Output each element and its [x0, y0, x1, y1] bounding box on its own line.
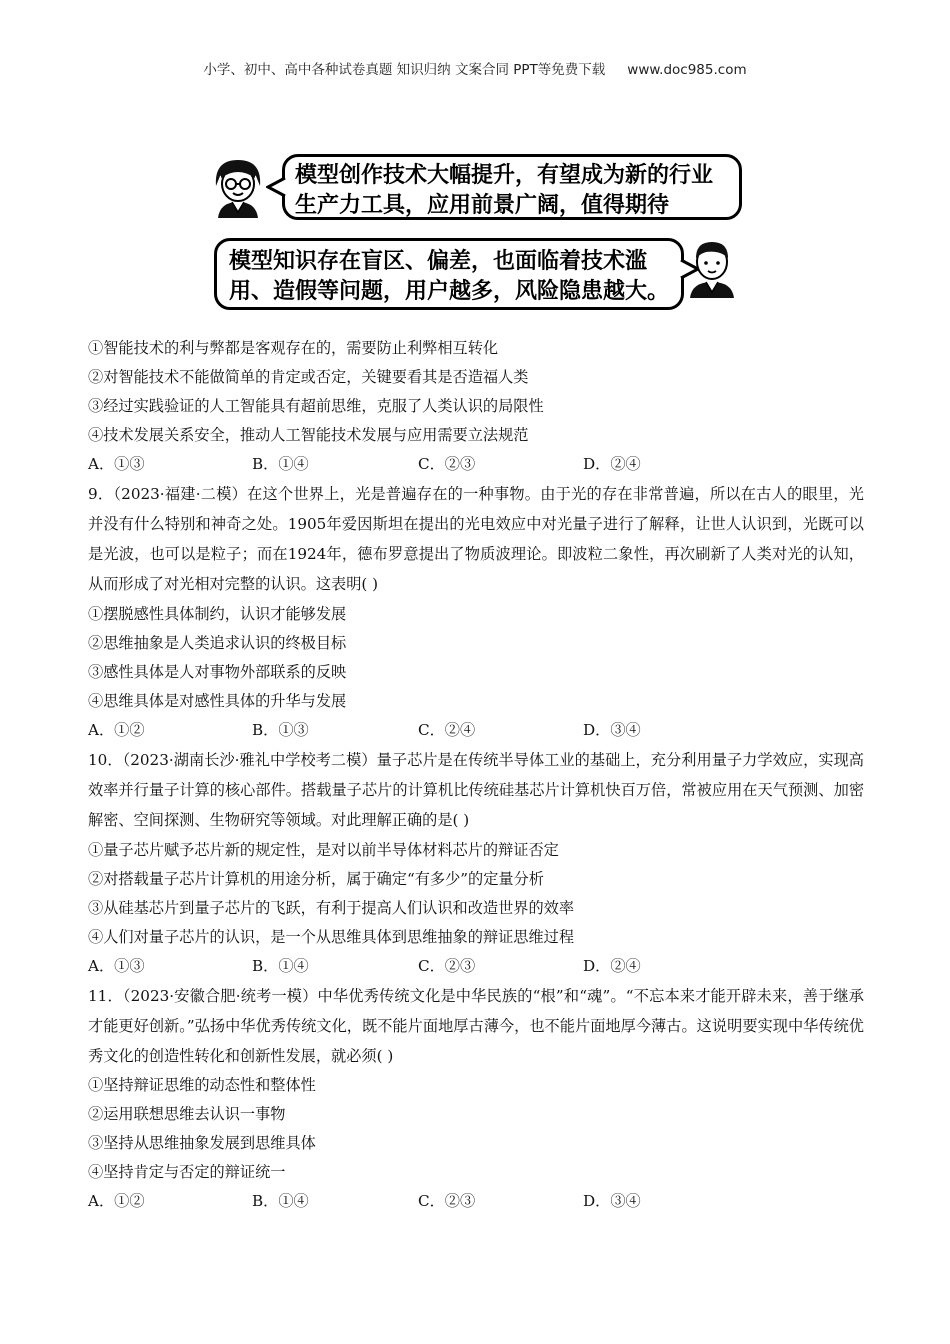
q10-item-2: ②对搭载量子芯片计算机的用途分析，属于确定“有多少”的定量分析	[88, 870, 544, 888]
q11-item-4: ④坚持肯定与否定的辩证统一	[88, 1163, 286, 1181]
q8-item-3: ③经过实践验证的人工智能具有超前思维，克服了人类认识的局限性	[88, 397, 544, 415]
q11-stem: 11．（2023·安徽合肥·统考一模）中华优秀传统文化是中华民族的“根”和“魂”。“不忘本来才能开辟未来，善于继承才能更好创新。”弘扬中华优秀传统文化，既不能片面地厚古薄今，也不能片面地厚今薄古。这说明要实现中华传统优秀文化的创造性转化和创新性发展，就必须( )	[88, 987, 864, 1065]
q9-stem: 9．（2023·福建·二模）在这个世界上，光是普遍存在的一种事物。由于光的存在非常普遍，所以在古人的眼里，光并没有什么特别和神奇之处。1905年爱因斯坦在提出的光电效应中对光量子进行了解释，让世人认识到，光既可以是光波，也可以是粒子；而在1924年，德布罗意提出了物质波理论。即波粒二象性，再次刷新了人类对光的认知，从而形成了对光相对完整的认识。这表明( )	[88, 485, 864, 593]
q11-option-d: D．③④	[583, 1192, 641, 1210]
q8-option-c: C．②③	[418, 455, 476, 473]
q9-option-c: C．②④	[418, 721, 476, 739]
q8-item-4: ④技术发展关系安全，推动人工智能技术发展与应用需要立法规范	[88, 426, 529, 444]
header-site-link[interactable]: www.doc985.com	[627, 62, 747, 78]
header-text: 小学、初中、高中各种试卷真题 知识归纳 文案合同 PPT等免费下载	[203, 62, 606, 78]
q8-item-2: ②对智能技术不能做简单的肯定或否定，关键要看其是否造福人类	[88, 368, 529, 386]
q9-item-1: ①摆脱感性具体制约，认识才能够发展	[88, 605, 347, 623]
q10-item-3: ③从硅基芯片到量子芯片的飞跃，有利于提高人们认识和改造世界的效率	[88, 899, 574, 917]
q9-item-4: ④思维具体是对感性具体的升华与发展	[88, 692, 347, 710]
speech-bubble-1-tail	[266, 176, 286, 198]
speech-bubble-2	[214, 238, 684, 310]
q11-item-1: ①坚持辩证思维的动态性和整体性	[88, 1076, 316, 1094]
q11-option-c: C．②③	[418, 1192, 476, 1210]
man-avatar-icon	[684, 236, 740, 298]
speech-2-text: 模型知识存在盲区、偏差，也面临着技术滥用、造假等问题，用户越多，风险隐患越大。	[229, 249, 670, 304]
q10-option-b: B．①④	[252, 957, 309, 975]
q9-option-a: A．①②	[88, 721, 145, 739]
q8-option-d: D．②④	[583, 455, 641, 473]
q10-option-a: A．①③	[88, 957, 145, 975]
q11-item-3: ③坚持从思维抽象发展到思维具体	[88, 1134, 316, 1152]
q10-option-c: C．②③	[418, 957, 476, 975]
q11-item-2: ②运用联想思维去认识一事物	[88, 1105, 286, 1123]
q11-option-b: B．①④	[252, 1192, 309, 1210]
woman-avatar-icon	[206, 156, 272, 218]
speech-1-text: 模型创作技术大幅提升，有望成为新的行业生产力工具，应用前景广阔，值得期待	[295, 163, 714, 218]
q11-option-a: A．①②	[88, 1192, 145, 1210]
q10-stem: 10．（2023·湖南长沙·雅礼中学校考二模）量子芯片是在传统半导体工业的基础上，充分利用量子力学效应，实现高效率并行量子计算的核心部件。搭载量子芯片的计算机比传统硅基芯片计算机快百万倍，常被应用在天气预测、加密解密、空间探测、生物研究等领域。对此理解正确的是( )	[88, 751, 864, 829]
q10-item-1: ①量子芯片赋予芯片新的规定性，是对以前半导体材料芯片的辩证否定	[88, 841, 559, 859]
speech-bubble-1	[282, 154, 742, 220]
q9-option-b: B．①③	[252, 721, 309, 739]
q10-item-4: ④人们对量子芯片的认识，是一个从思维具体到思维抽象的辩证思维过程	[88, 928, 574, 946]
q9-item-2: ②思维抽象是人类追求认识的终极目标	[88, 634, 347, 652]
q8-option-b: B．①④	[252, 455, 309, 473]
q9-option-d: D．③④	[583, 721, 641, 739]
q8-item-1: ①智能技术的利与弊都是客观存在的，需要防止利弊相互转化	[88, 339, 499, 357]
page-header	[0, 58, 950, 78]
q8-option-a: A．①③	[88, 455, 145, 473]
q9-item-3: ③感性具体是人对事物外部联系的反映	[88, 663, 347, 681]
q10-option-d: D．②④	[583, 957, 641, 975]
